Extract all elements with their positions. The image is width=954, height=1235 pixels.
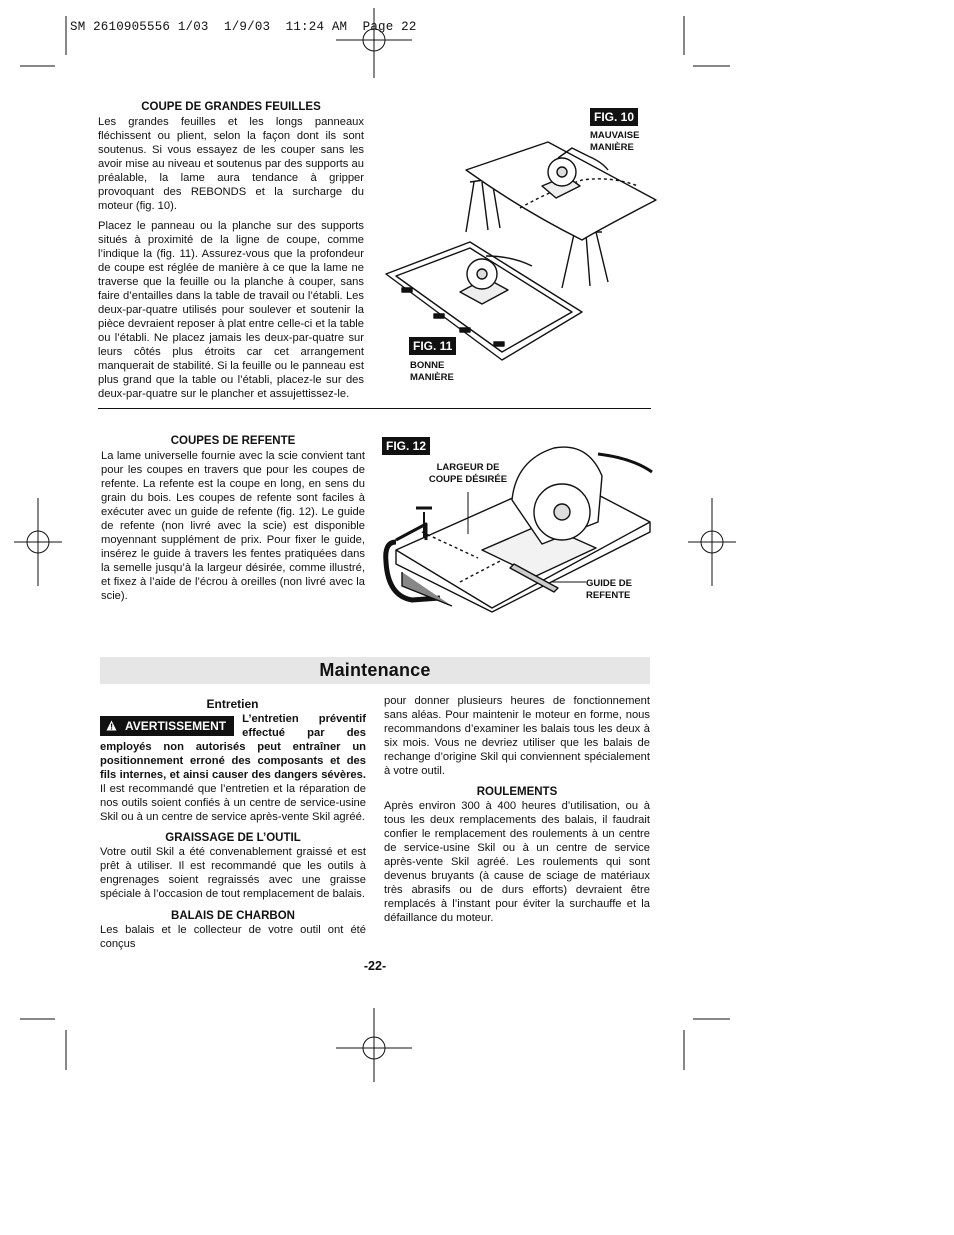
fig-12-illustration — [382, 440, 652, 610]
caption-line: REFENTE — [586, 590, 631, 601]
fig-11-caption — [410, 360, 454, 384]
registration-mark-left — [14, 498, 64, 588]
warning-badge — [100, 716, 234, 736]
paragraph: La lame universelle fournie avec la scie convient tant pour les coupes en travers que pour les coupes de refente. La refente est la coupe en long, en sens du grain du bois. Les coupes de refente sont faciles à exécuter avec un guide de refente (fig. 12). Le guide de refente (non livré avec la scie) est disponible moyennant supplément de prix. Pour fixer le guide, insérez le guide à travers les fentes pratiquées dans la semelle jusqu’à la largeur désirée, comme illustré, et fixez à l’aide de l’écrou à oreilles (non livré avec la scie). — [101, 450, 365, 602]
section-body-coupes-de-refente — [101, 449, 365, 609]
fig-12-tag: FIG. 12 — [382, 437, 430, 455]
warning-text-bold: L’entretien préventif effectué par des employés non autorisés peut entraîner un positionnement erroné des composants et des fils internes, et ainsi causer des dangers sévères. — [100, 713, 366, 781]
print-slug-line: SM 2610905556 1/03 1/9/03 11:24 AM Page 22 — [70, 20, 417, 34]
graissage-paragraph: Votre outil Skil a été convenablement graissé et est prêt à utiliser. Il est recommandé que les outils à engrenages soient regraissés avec une graisse spéciale à l’occasion de tout remplacement de balais. — [100, 846, 366, 900]
caption-line: MAUVAISE — [590, 130, 640, 141]
paragraph: Placez le panneau ou la planche sur des supports situés à proximité de la ligne de coupe, comme l’indique la (fig. 11). Assurez-vous que la profondeur de coupe est réglée de manière à ce que la lame ne traverse que la feuille ou la planche à couper, sans faire d’entailles dans la table de travail ou l’établi. Les deux-par-quatre utilisés pour soulever et soutenir la pièce devraient reposer à plat entre celle-ci et la table ou l’établi. Ne placez jamais les deux-par-quatre sur leurs côtés plus étroits car cet arrangement manquerait de stabilité. Si la feuille ou le panneau est plus grand que la table ou l’établi, placez-le sur des deux-par-quatre sur le plancher et assujettissez-le. — [98, 220, 364, 400]
warning-label: AVERTISSEMENT — [125, 719, 227, 733]
warning-triangle-icon — [106, 719, 117, 733]
warning-block — [100, 712, 366, 824]
registration-mark-right — [688, 498, 738, 588]
entretien-heading: Entretien — [206, 697, 259, 711]
registration-mark-bottom — [336, 1008, 416, 1088]
section-heading-grandes-feuilles: COUPE DE GRANDES FEUILLES — [141, 101, 321, 113]
maintenance-title: Maintenance — [319, 660, 431, 680]
maintenance-right-column — [384, 694, 650, 925]
warning-text-rest: Il est recommandé que l’entretien et la réparation de nos outils soient confiés à un centre de service-usine Skil ou à un centre de service après-vente Skil agréé. — [100, 783, 366, 823]
fig-11-tag: FIG. 11 — [409, 337, 456, 355]
graissage-heading: GRAISSAGE DE L’OUTIL — [165, 832, 301, 844]
caption-line: BONNE — [410, 360, 445, 371]
page-number: -22- — [363, 959, 387, 973]
paragraph: Les grandes feuilles et les longs panneaux fléchissent ou plient, selon la façon dont ils sont soutenus. Si vous essayez de les couper sans les avoir mise au niveau et soutenus par des supports au préalable, la lame aura tendance à gripper provoquant des REBONDS et la surcharge du moteur (fig. 10). — [98, 116, 364, 212]
caption-line: MANIÈRE — [590, 142, 634, 153]
section-heading-coupes-de-refente: COUPES DE REFENTE — [170, 435, 296, 447]
fig-10-tag: FIG. 10 — [590, 108, 638, 126]
balais-paragraph-start: Les balais et le collecteur de votre outil ont été conçus — [100, 924, 366, 950]
balais-heading: BALAIS DE CHARBON — [171, 910, 295, 922]
roulements-paragraph: Après environ 300 à 400 heures d’utilisation, ou à tous les deux remplacements des balais, il faudrait confier le remplacement des roulements à un centre de service-usine Skil ou à un centre de service après-vente Skil agréé. Les roulements qui sont devenus bruyants (à cause de sciage de matériaux très abrasifs ou de durs efforts) devraient être remplacés à l’instant pour éviter la surchauffe et la défaillance du moteur. — [384, 800, 650, 924]
balais-paragraph-continued: pour donner plusieurs heures de fonctionnement sans aléas. Pour maintenir le moteur en forme, nous recommandons d’examiner les balais tous les deux à six mois. Vous ne devriez utiliser que les balais de rechange d’origine Skil qui conviennent spécialement à votre outil. — [384, 695, 650, 777]
caption-line: GUIDE DE — [586, 578, 632, 589]
maintenance-left-column — [100, 712, 366, 951]
caption-line: MANIÈRE — [410, 372, 454, 383]
caption-line: COUPE DÉSIRÉE — [428, 474, 508, 485]
caption-line: LARGEUR DE — [436, 462, 500, 473]
section-divider — [98, 408, 651, 409]
section-body-grandes-feuilles — [98, 115, 364, 407]
maintenance-header-bar — [100, 657, 650, 684]
roulements-heading: ROULEMENTS — [476, 786, 558, 798]
